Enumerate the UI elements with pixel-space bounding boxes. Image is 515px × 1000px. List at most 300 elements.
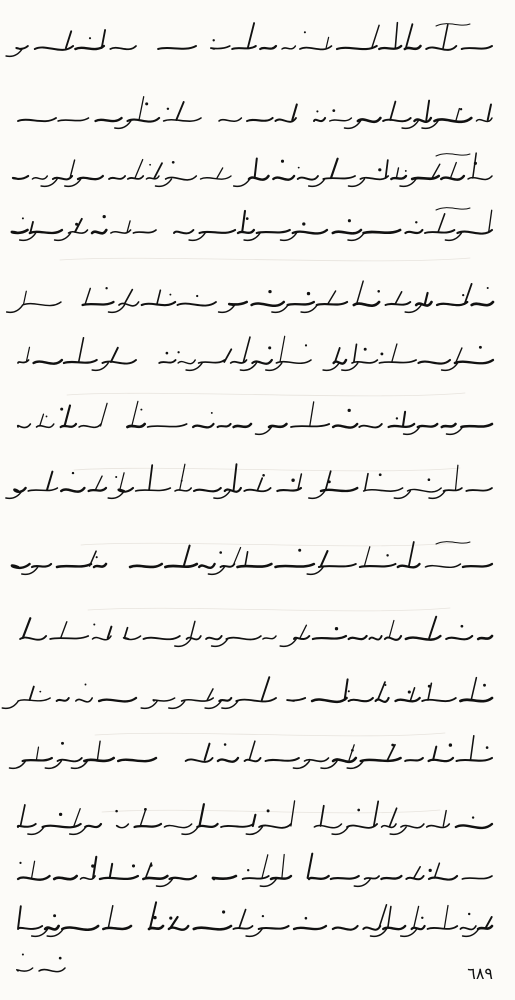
ink-stroke xyxy=(157,290,160,304)
ink-stroke xyxy=(57,564,91,567)
ink-dot xyxy=(468,913,470,915)
ink-stroke xyxy=(18,926,42,929)
ink-stroke xyxy=(175,488,191,491)
manuscript-line xyxy=(20,617,492,647)
ink-stroke xyxy=(238,564,272,567)
ink-dot xyxy=(316,110,318,112)
manuscript-line xyxy=(12,208,492,241)
ink-dot xyxy=(421,917,423,919)
ink-stroke xyxy=(103,926,131,929)
ink-stroke xyxy=(462,876,492,879)
ink-stroke xyxy=(253,815,256,826)
ink-stroke xyxy=(69,230,88,233)
ink-stroke xyxy=(408,488,442,492)
ink-stroke xyxy=(314,824,341,828)
ink-stroke xyxy=(17,968,33,971)
ink-stroke xyxy=(76,698,92,702)
ink-stroke xyxy=(390,827,406,834)
ink-stroke xyxy=(84,758,113,761)
ink-stroke xyxy=(438,214,445,232)
ink-stroke xyxy=(426,101,429,120)
ink-stroke xyxy=(354,879,370,886)
ink-dot xyxy=(211,412,213,414)
manuscript-line xyxy=(18,401,492,434)
ink-stroke xyxy=(405,230,422,233)
ink-stroke xyxy=(361,758,401,761)
ink-stroke xyxy=(246,929,262,936)
ink-stroke xyxy=(298,176,318,180)
ink-stroke xyxy=(447,427,463,434)
ink-stroke xyxy=(153,698,175,701)
ink-stroke xyxy=(234,179,250,186)
ink-stroke xyxy=(386,160,388,178)
ink-stroke xyxy=(262,855,268,878)
ink-stroke xyxy=(127,424,144,427)
ink-stroke xyxy=(301,305,317,312)
ink-stroke xyxy=(233,926,252,929)
ink-stroke xyxy=(39,968,65,972)
ink-stroke xyxy=(364,488,403,491)
show-through-stroke xyxy=(88,608,450,611)
ink-stroke xyxy=(247,118,273,121)
ink-stroke xyxy=(65,406,70,427)
ink-stroke xyxy=(14,488,25,492)
ink-stroke xyxy=(234,424,251,427)
ink-stroke xyxy=(280,336,285,362)
ink-stroke xyxy=(221,564,235,567)
ink-stroke xyxy=(425,293,428,304)
ink-stroke xyxy=(414,118,431,122)
manuscript-line xyxy=(6,23,492,57)
ink-stroke xyxy=(445,233,461,240)
ink-stroke xyxy=(460,926,476,929)
ink-dot xyxy=(246,217,249,220)
ink-stroke xyxy=(400,179,416,186)
ink-stroke xyxy=(7,305,23,312)
ink-stroke xyxy=(466,488,492,491)
ink-dot xyxy=(53,914,56,917)
ink-stroke xyxy=(50,636,88,639)
ink-dot xyxy=(380,352,383,355)
ink-dot xyxy=(460,108,462,110)
ink-stroke xyxy=(293,230,327,233)
ink-stroke xyxy=(381,876,401,879)
ink-stroke xyxy=(427,824,450,827)
ink-stroke xyxy=(219,305,235,312)
ink-stroke xyxy=(36,747,38,760)
ink-stroke xyxy=(372,25,379,48)
ink-stroke xyxy=(119,302,139,306)
ink-stroke xyxy=(428,926,458,929)
ink-stroke xyxy=(156,179,172,186)
ink-dot xyxy=(487,287,489,289)
ink-stroke xyxy=(405,758,423,761)
ink-stroke xyxy=(259,926,289,929)
ink-stroke xyxy=(124,636,141,639)
page-number: ٦٨٩ xyxy=(467,964,493,983)
ink-stroke xyxy=(222,701,238,708)
ink-dot xyxy=(479,346,482,349)
ink-stroke xyxy=(357,281,364,304)
ink-stroke xyxy=(333,926,358,930)
ink-dot xyxy=(386,554,388,556)
ink-stroke xyxy=(406,636,441,640)
ink-stroke xyxy=(115,121,131,128)
ink-stroke xyxy=(244,233,260,240)
ink-stroke xyxy=(47,472,52,490)
ink-stroke xyxy=(150,902,156,928)
ink-dot xyxy=(39,691,41,693)
ink-stroke xyxy=(94,564,106,567)
ink-stroke xyxy=(386,302,411,305)
ink-stroke xyxy=(249,741,255,760)
ink-stroke xyxy=(55,233,71,240)
ink-stroke xyxy=(141,701,157,708)
ink-stroke xyxy=(435,118,472,122)
ink-stroke xyxy=(178,360,195,364)
show-through-stroke xyxy=(74,468,460,471)
ink-stroke xyxy=(391,176,406,179)
ink-stroke xyxy=(379,360,416,363)
ink-stroke xyxy=(89,488,106,491)
ink-stroke xyxy=(18,906,21,928)
ink-stroke xyxy=(64,360,97,363)
ink-stroke xyxy=(395,23,397,48)
ink-stroke xyxy=(389,621,394,639)
ink-stroke xyxy=(40,414,44,426)
ink-stroke xyxy=(133,230,156,233)
ink-stroke xyxy=(85,824,101,827)
ink-stroke xyxy=(364,230,401,233)
ink-dot xyxy=(19,862,21,864)
ink-stroke xyxy=(416,302,431,306)
ink-stroke xyxy=(201,176,232,179)
ink-stroke xyxy=(54,876,76,879)
ink-stroke xyxy=(96,118,122,121)
ink-stroke xyxy=(418,360,450,364)
ink-dot xyxy=(153,916,156,919)
ink-stroke xyxy=(239,910,245,928)
ink-stroke xyxy=(489,210,492,232)
ink-dot xyxy=(89,37,91,39)
ink-stroke xyxy=(488,105,491,121)
ink-dot xyxy=(364,348,367,351)
ink-dot xyxy=(429,869,432,872)
ink-stroke xyxy=(2,701,18,708)
ink-dot xyxy=(145,102,148,105)
ink-stroke xyxy=(32,176,47,179)
ink-stroke xyxy=(300,625,306,638)
ink-stroke xyxy=(364,547,369,566)
ink-dot xyxy=(61,742,64,745)
ink-dot xyxy=(46,415,48,417)
ink-stroke xyxy=(18,424,31,428)
ink-stroke xyxy=(347,824,377,828)
ink-stroke xyxy=(176,102,183,120)
ink-stroke xyxy=(245,758,261,761)
ink-stroke xyxy=(418,424,438,427)
ink-stroke xyxy=(443,25,448,48)
ink-stroke xyxy=(305,758,329,761)
ink-stroke xyxy=(379,905,387,928)
ink-stroke xyxy=(12,564,30,568)
ink-stroke xyxy=(186,758,213,762)
ink-dot xyxy=(302,222,305,225)
ink-stroke xyxy=(333,424,357,428)
ink-stroke xyxy=(262,677,270,700)
ink-stroke xyxy=(309,491,325,498)
ink-dot xyxy=(405,170,407,172)
ink-dot xyxy=(449,743,452,746)
ink-stroke xyxy=(200,804,204,826)
ink-stroke xyxy=(422,698,456,701)
ink-stroke xyxy=(248,23,254,48)
ink-stroke xyxy=(465,284,472,304)
ink-dot xyxy=(357,809,360,812)
ink-dot xyxy=(103,215,106,218)
ink-stroke xyxy=(219,118,241,121)
ink-dot xyxy=(96,556,98,558)
ink-stroke xyxy=(401,929,417,936)
ink-dot xyxy=(281,160,284,163)
ink-dot xyxy=(262,474,265,477)
ink-stroke xyxy=(365,876,380,879)
ink-stroke xyxy=(446,636,472,639)
ink-stroke xyxy=(136,488,171,491)
ink-dot xyxy=(115,476,117,478)
ink-stroke xyxy=(335,348,340,362)
ink-dot xyxy=(391,744,394,747)
ink-stroke xyxy=(331,159,338,178)
ink-stroke xyxy=(310,402,314,426)
manuscript-line xyxy=(17,953,65,971)
ink-stroke xyxy=(232,46,256,49)
ink-stroke xyxy=(66,31,71,48)
ink-stroke xyxy=(379,46,401,49)
ink-stroke xyxy=(405,305,421,312)
ink-stroke xyxy=(414,867,420,878)
ink-stroke xyxy=(282,855,284,879)
ink-stroke xyxy=(30,687,34,700)
ink-stroke xyxy=(35,46,73,50)
ink-stroke xyxy=(321,806,324,826)
ink-stroke xyxy=(142,302,176,305)
ink-dot xyxy=(377,290,380,293)
ink-stroke xyxy=(110,46,136,49)
ink-stroke xyxy=(111,348,118,362)
ink-stroke xyxy=(79,338,84,362)
ink-stroke xyxy=(92,363,108,370)
ink-stroke xyxy=(457,230,492,234)
ink-stroke xyxy=(282,46,295,49)
ink-stroke xyxy=(319,564,356,567)
ink-stroke xyxy=(443,811,446,826)
ink-stroke xyxy=(214,491,230,498)
ink-stroke xyxy=(226,636,261,639)
ink-dot xyxy=(298,549,301,552)
ink-dot xyxy=(348,219,351,222)
ink-stroke xyxy=(323,363,339,370)
ink-stroke xyxy=(10,761,26,768)
ink-stroke xyxy=(313,636,346,639)
ink-stroke xyxy=(132,401,138,426)
ink-stroke xyxy=(37,424,54,427)
show-through-stroke xyxy=(95,733,445,736)
ink-dot xyxy=(351,749,354,752)
ink-stroke xyxy=(158,46,196,49)
ink-dot xyxy=(305,344,307,346)
ink-stroke xyxy=(349,745,354,760)
show-through-stroke xyxy=(67,393,465,396)
ink-stroke xyxy=(193,424,213,427)
ink-stroke xyxy=(478,636,492,639)
ink-stroke xyxy=(79,424,101,427)
ink-stroke xyxy=(165,564,196,567)
ink-dot xyxy=(304,31,306,33)
ink-stroke xyxy=(291,801,295,826)
ink-stroke xyxy=(101,403,108,426)
ink-stroke xyxy=(389,424,415,427)
ink-dot xyxy=(60,408,63,411)
ink-stroke xyxy=(426,46,456,50)
ink-dot xyxy=(22,953,24,955)
ink-stroke xyxy=(187,636,201,639)
ink-stroke xyxy=(99,698,136,701)
ink-stroke xyxy=(349,698,373,701)
ink-stroke xyxy=(108,906,113,928)
ink-stroke xyxy=(139,97,144,120)
ink-stroke xyxy=(411,688,415,700)
ink-stroke xyxy=(240,363,256,370)
ink-dot xyxy=(144,808,147,811)
manuscript-line xyxy=(18,97,492,129)
ink-dot xyxy=(132,864,135,867)
ink-stroke xyxy=(333,230,361,233)
ink-stroke xyxy=(385,636,401,640)
ink-stroke xyxy=(281,233,297,240)
ink-dot xyxy=(415,221,417,223)
ink-dot xyxy=(166,352,169,355)
ink-stroke xyxy=(100,876,138,879)
ink-stroke xyxy=(164,118,201,121)
ink-dot xyxy=(22,217,24,219)
ink-stroke xyxy=(266,758,299,761)
ink-stroke xyxy=(444,488,462,491)
ink-stroke xyxy=(199,564,215,568)
ink-stroke xyxy=(109,305,125,312)
ink-dot xyxy=(75,223,78,226)
ink-stroke xyxy=(149,465,152,490)
ink-stroke xyxy=(20,233,36,240)
ink-stroke xyxy=(363,926,380,930)
ink-stroke xyxy=(328,291,336,304)
ink-stroke xyxy=(12,230,28,233)
ink-stroke xyxy=(260,46,276,49)
ink-stroke xyxy=(135,824,162,827)
ink-dot xyxy=(461,625,464,628)
ink-stroke xyxy=(41,179,57,186)
ink-stroke xyxy=(455,360,493,363)
ink-stroke xyxy=(31,222,34,232)
ink-stroke xyxy=(294,926,326,929)
ink-dot xyxy=(91,864,94,867)
ink-dot xyxy=(93,623,95,625)
ink-dot xyxy=(59,813,62,816)
ink-dot xyxy=(305,917,308,920)
ink-stroke xyxy=(451,163,457,179)
ink-dot xyxy=(267,809,270,812)
ink-stroke xyxy=(97,741,100,760)
ink-stroke xyxy=(406,24,413,48)
ink-dot xyxy=(169,917,172,920)
ink-stroke xyxy=(392,344,397,362)
ink-stroke xyxy=(382,824,396,827)
ink-stroke xyxy=(53,176,72,179)
ink-stroke xyxy=(437,302,467,305)
ink-stroke xyxy=(61,488,84,492)
ink-stroke xyxy=(463,564,492,567)
manuscript-line xyxy=(13,153,492,186)
ink-stroke xyxy=(444,906,448,929)
ink-stroke xyxy=(6,49,22,56)
ink-stroke xyxy=(18,118,56,121)
ink-stroke xyxy=(224,349,231,362)
ink-dot xyxy=(483,684,486,687)
manuscript-line xyxy=(7,281,493,312)
ink-stroke xyxy=(205,701,221,708)
ink-stroke xyxy=(242,211,245,232)
ink-stroke xyxy=(436,24,470,26)
ink-stroke xyxy=(457,758,493,761)
ink-dot xyxy=(472,816,474,818)
ink-stroke xyxy=(218,758,238,762)
ink-dot xyxy=(115,810,118,813)
ink-stroke xyxy=(118,758,156,761)
ink-dot xyxy=(196,295,198,297)
ink-stroke xyxy=(471,736,474,760)
ink-stroke xyxy=(140,809,146,826)
ink-stroke xyxy=(32,564,51,567)
ink-stroke xyxy=(128,118,160,122)
ink-stroke xyxy=(271,876,291,879)
ink-stroke xyxy=(189,233,205,240)
ink-stroke xyxy=(110,864,113,878)
ink-stroke xyxy=(434,863,439,878)
ink-stroke xyxy=(307,567,323,574)
ink-stroke xyxy=(24,291,27,304)
ink-dot xyxy=(385,684,387,686)
ink-stroke xyxy=(349,636,367,639)
ink-dot xyxy=(167,108,169,110)
ink-stroke xyxy=(425,564,460,567)
ink-stroke xyxy=(441,176,464,180)
ink-stroke xyxy=(390,102,395,120)
ink-stroke xyxy=(144,636,180,639)
ink-stroke xyxy=(314,118,325,121)
ink-stroke xyxy=(308,854,313,878)
ink-stroke xyxy=(429,617,436,638)
ink-dot xyxy=(149,164,151,166)
ink-stroke xyxy=(359,424,382,427)
ink-stroke xyxy=(170,876,197,879)
ink-stroke xyxy=(471,678,476,700)
ink-dot xyxy=(298,167,300,169)
ink-stroke xyxy=(120,473,124,490)
ink-stroke xyxy=(206,636,222,639)
ink-stroke xyxy=(191,621,195,638)
manuscript-line xyxy=(2,677,492,708)
manuscript-line xyxy=(10,736,493,769)
